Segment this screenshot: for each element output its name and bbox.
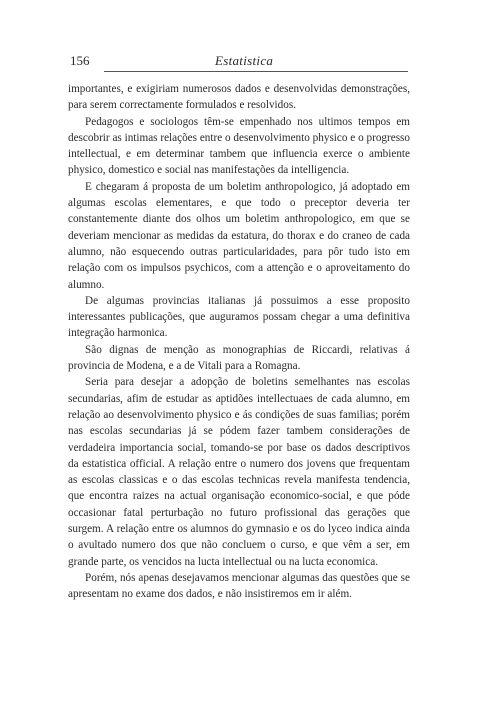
- page-number: 156: [70, 53, 90, 68]
- paragraph: Porém, nós apenas desejavamos mencionar algumas das questões que se apresentam no exame dos dados, e não insistiremos em ir além.: [68, 571, 410, 601]
- paragraph: São dignas de menção as monographias de Riccardi, relativas á provincia de Modena, e a de Vitali para a Romagna.: [68, 343, 410, 373]
- running-title: Estatistica: [215, 53, 274, 68]
- paragraph: Pedagogos e sociologos têm-se empenhado nos ultimos tempos em descobrir as intimas relações entre o desenvolvimento physico e o progresso intellectual, e em determinar tambem que influencia exerce o ambiente physico, domestico e social nas manifestações da intelligencia.: [68, 115, 410, 177]
- paragraph: E chegaram á proposta de um boletim anthropologico, já adoptado em algumas escolas elementares, e que todo o preceptor deveria ter constantemente diante dos olhos um boletim anthropologico, em que se deveriam mencionar as medidas da estatura, do thorax e do craneo de cada alumno, não esquecendo outras particularidades, para pôr tudo isto em relação com os impulsos psychicos, com a attenção e o aproveitamento do alumno.: [68, 180, 410, 291]
- paragraph: Seria para desejar a adopção de boletins semelhantes nas escolas secundarias, afim de estudar as aptidões intellectuaes de cada alumno, em relação ao desenvolvimento physico e ás condições de suas familias; porém nas escolas secundarias já se pódem fazer tambem considerações de verdadeira importancia social, tomando-se por base os dados descriptivos da estatistica official. A relação entre o numero dos jovens que frequentam as escolas classicas e o das escolas technicas revela manifesta tendencia, que encontra raizes na actual organisação economico-social, e que póde occasionar fatal perturbação no futuro profissional das gerações que surgem. A relação entre os alumnos do gymnasio e os do lyceo indica ainda o avultado numero dos que não concluem o curso, e que vêm a ser, em grande parte, os vencidos na lucta intellectual ou na lucta economica.: [68, 376, 410, 568]
- header-rule: [104, 71, 408, 72]
- page-header: [70, 53, 408, 73]
- paragraph: De algumas provincias italianas já possuimos a esse proposito interessantes publicações, que auguramos possam chegar a uma definitiva integração harmonica.: [68, 294, 410, 340]
- body-text: [68, 81, 410, 603]
- paragraph-continuation: importantes, e exigiriam numerosos dados e desenvolvidas demonstrações, para serem correctamente formulados e resolvidos.: [68, 83, 410, 112]
